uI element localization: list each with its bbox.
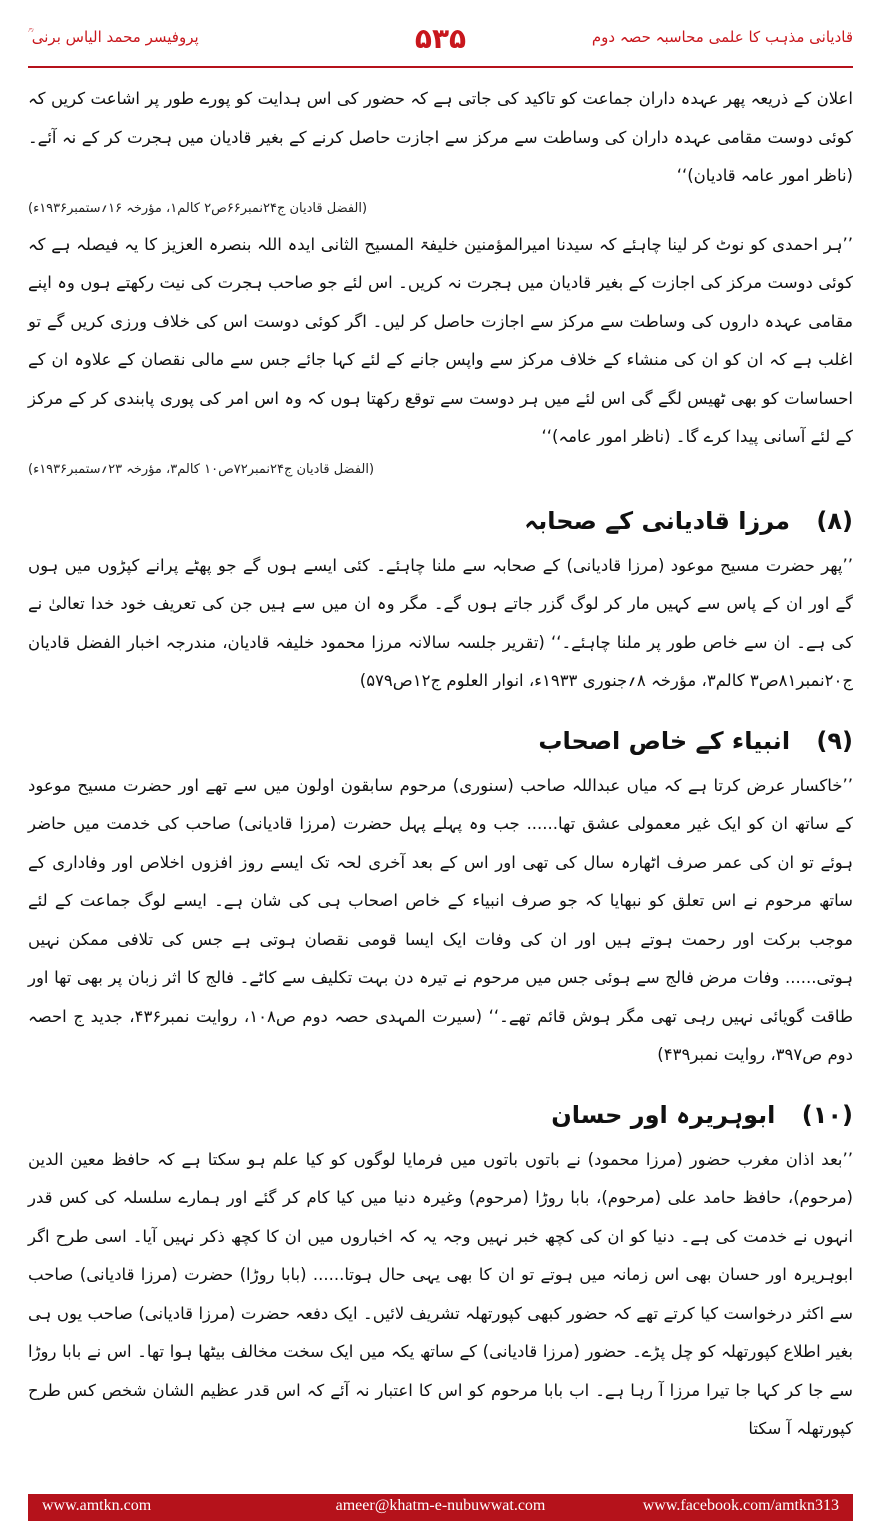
body-paragraph: ’’پھر حضرت مسیح موعود (مرزا قادیانی) کے صحابہ سے ملنا چاہئے۔ کئی ایسے ہوں گے جو پھٹے پرانے کپڑوں میں ہوں گے اور ان کے پاس سے کہیں مار کر لوگ گزر جاتے ہوں گے۔ مگر وہ ان میں سے ہیں جن کی تعریف خود خدا تعالیٰ نے کی ہے۔ ان سے خاص طور پر ملنا چاہئے۔‘‘ (تقریر جلسہ سالانہ مرزا محمود خلیفہ قادیان، مندرجہ اخبار الفضل قادیان ج۲۰نمبر۸۱ص۳ کالم۳، مؤرخہ ۸؍جنوری ۱۹۳۳ء، انوار العلوم ج۱۲ص۵۷۹) xyxy=(28,555,853,690)
section-number: (۸) xyxy=(816,506,853,535)
email-link[interactable]: ameer@khatm-e-nubuwwat.com xyxy=(335,1497,546,1514)
section-number: (۹) xyxy=(816,726,853,755)
body-paragraph: ’’ہر احمدی کو نوٹ کر لینا چاہئے کہ سیدنا امیرالمؤمنین خلیفۃ المسیح الثانی ایدہ اللہ بنصرہ العزیز کا یہ فیصلہ ہے کہ کوئی دوست مرکز کی اجازت کے بغیر قادیان میں ہجرت نہ کریں۔ اس لئے جو صاحب ہجرت کی نیت رکھتے ہوں وہ اپنے مقامی عہدہ داروں کی وساطت سے مرکز سے اجازت حاصل کر لیں۔ اگر کوئی دوست اس کی خلاف ورزی کریں گے تو اغلب ہے کہ ان کو ان کی منشاء کے خلاف مرکز سے واپس جانے کے لئے کہا جائے جس سے مالی نقصان کے علاوہ ان کے احساسات کو بھی ٹھیس لگے گی اس لئے میں ہر دوست سے توقع رکھتا ہوں کہ وہ اس امر کی پوری پابندی کر کے مرکز کے لئے آسانی پیدا کرے گا۔ (ناظر امور عامہ)‘‘ xyxy=(28,234,853,446)
body-paragraph: اعلان کے ذریعہ پھر عہدہ داران جماعت کو تاکید کی جاتی ہے کہ حضور کی اس ہدایت کو پورے طور پر اشاعت کریں کہ کوئی دوست مقامی عہدہ داران کی وساطت سے مرکز سے اجازت حاصل کرنے کے بغیر قادیان میں ہجرت کر کے نہ آئے۔ (ناظر امور عامہ قادیان)‘‘ xyxy=(28,89,853,185)
citation: (الفضل قادیان ج۲۴نمبر۶۶ص۲ کالم۱، مؤرخہ ۱۶؍ستمبر۱۹۳۶ء) xyxy=(28,200,368,216)
page-footer xyxy=(28,1494,853,1521)
section-title: ابوہریرہ اور حسان xyxy=(551,1100,776,1129)
section-title: مرزا قادیانی کے صحابہ xyxy=(524,506,791,535)
page-number: ۵۳۵ xyxy=(414,22,467,55)
section-heading xyxy=(28,1093,853,1137)
book-title: قادیانی مذہب کا علمی محاسبہ حصہ دوم xyxy=(591,28,853,46)
page-header xyxy=(28,22,853,64)
section-heading xyxy=(28,499,853,543)
section-number: (۱۰) xyxy=(801,1100,853,1129)
section-title: انبیاء کے خاص اصحاب xyxy=(538,726,791,755)
body-paragraph: ’’بعد اذان مغرب حضور (مرزا محمود) نے باتوں باتوں میں فرمایا لوگوں کو کیا علم ہو سکتا ہے کہ حافظ معین الدین (مرحوم)، حافظ حامد علی (مرحوم)، بابا روڑا (مرحوم) وغیرہ دنیا میں کیا کام کر گئے اور ہمارے سلسلہ کی کس قدر انہوں نے خدمت کی ہے۔ دنیا کو ان کی کچھ خبر نہیں وجہ یہ کہ اخباروں میں ان کا کچھ ذکر نہیں آیا۔ اسی طرح اگر ابوہریرہ اور حسان بھی اس زمانہ میں ہوتے تو ان کا بھی یہی حال ہوتا...... (بابا روڑا) حضرت (مرزا قادیانی) صاحب سے اکثر درخواست کیا کرتے تھے کہ حضور کبھی کپورتھلہ تشریف لائیں۔ ایک دفعہ حضرت (مرزا قادیانی) صاحب یوں ہی بغیر اطلاع کپورتھلہ کو چل پڑے۔ حضور (مرزا قادیانی) کے ساتھ یکہ میں ایک سخت مخالف بیٹھا ہوا تھا۔ اس نے بابا روڑا سے جا کر کہا جا تیرا مرزا آ رہا ہے۔ اب بابا مرحوم کو اس کا اعتبار نہ آئے کہ اس قدر عظیم الشان شخص کس طرح کپورتھلہ آ سکتا xyxy=(28,1149,853,1438)
author-name: پروفیسر محمد الیاس برنی ؒ xyxy=(28,28,199,46)
citation: (الفضل قادیان ج۲۴نمبر۷۲ص۱۰ کالم۳، مؤرخہ ۲۳؍ستمبر۱۹۳۶ء) xyxy=(28,461,375,477)
page-content xyxy=(28,80,853,1449)
facebook-link[interactable]: www.facebook.com/amtkn313 xyxy=(642,1497,839,1514)
website-link[interactable]: www.amtkn.com xyxy=(42,1497,152,1514)
section-heading xyxy=(28,719,853,763)
header-divider xyxy=(28,66,853,68)
body-paragraph: ’’خاکسار عرض کرتا ہے کہ میاں عبداللہ صاحب (سنوری) مرحوم سابقون اولون میں سے تھے اور حضرت مسیح موعود کے ساتھ ان کو ایک غیر معمولی عشق تھا...... جب وہ پہلے پہل حضرت (مرزا قادیانی) صاحب کی خدمت میں حاضر ہوئے تو ان کی عمر صرف اٹھارہ سال کی تھی اور اس کے بعد آخری لحہ تک ایسے روز افزوں اخلاص اور وفاداری کے ساتھ مرحوم نے اس تعلق کو نبھایا کہ جو صرف انبیاء کے خاص اصحاب ہی کی شان ہے۔ ایسے لوگ جماعت کے لئے موجب برکت اور رحمت ہوتے ہیں اور ان کی وفات ایک ایسا قومی نقصان ہوتی ہے جس کی تلافی ممکن نہیں ہوتی...... وفات مرض فالج سے ہوئی جس میں مرحوم نے تیرہ دن بہت تکلیف سے کاٹے۔ فالج کا اثر زبان پر بھی تھا اور طاقت گویائی نہیں رہی تھی مگر ہوش قائم تھے۔‘‘ (سیرت المہدی حصہ دوم ص۱۰۸، روایت نمبر۴۳۶، جدید ج احصہ دوم ص۳۹۷، روایت نمبر۴۳۹) xyxy=(28,775,854,1064)
